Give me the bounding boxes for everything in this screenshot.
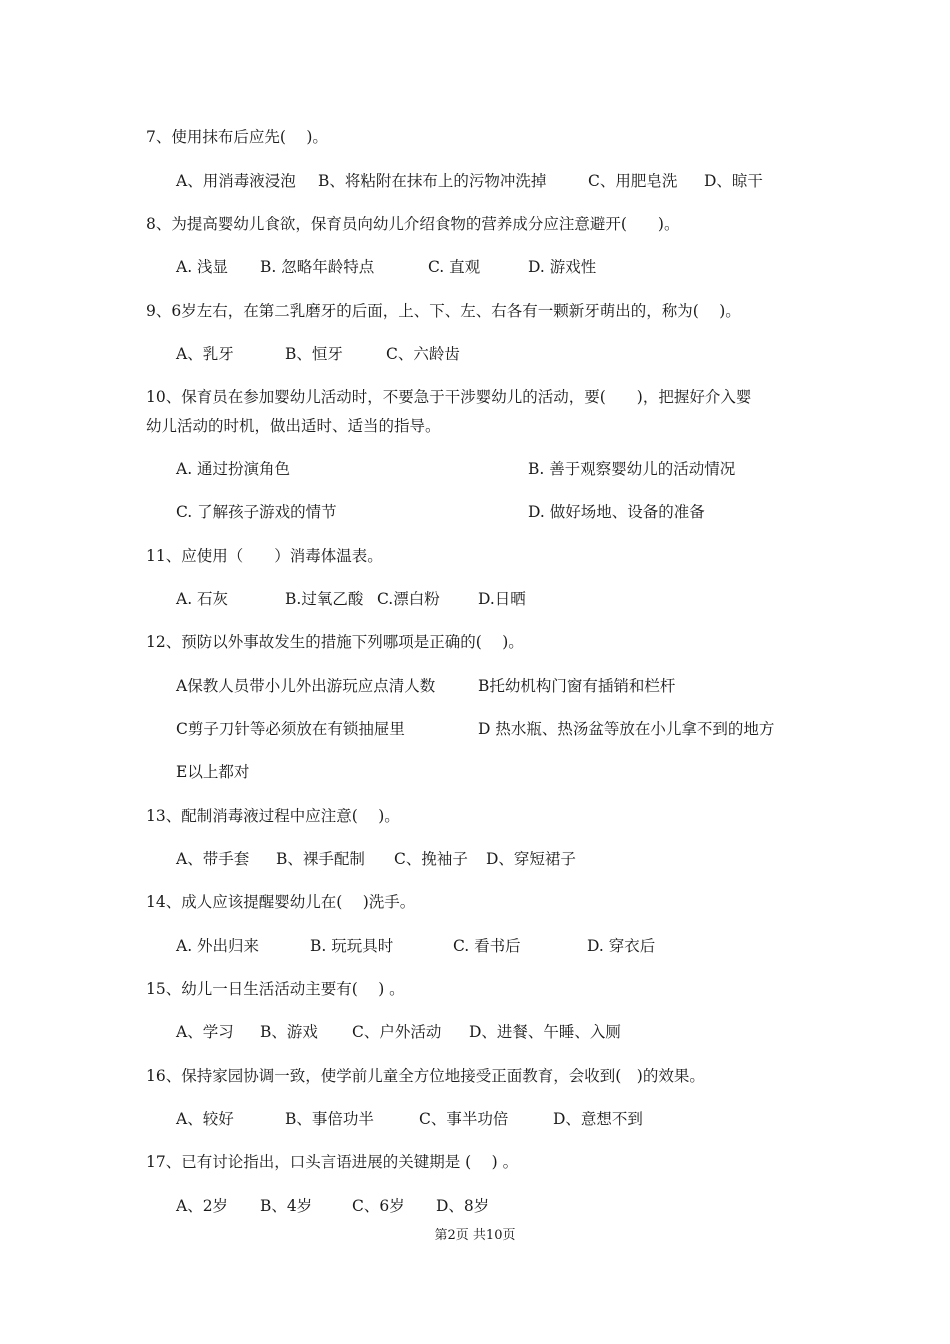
q14-option-a: A. 外出归来 <box>176 937 260 955</box>
q11-option-c: C.漂白粉 <box>377 590 440 608</box>
q17-option-c: C、6岁 <box>352 1197 405 1215</box>
q16-option-c: C、事半功倍 <box>419 1110 509 1128</box>
q14-option-c: C. 看书后 <box>453 937 521 955</box>
q13-option-d: D、穿短裙子 <box>486 850 576 868</box>
q7-option-c: C、用肥皂洗 <box>588 172 678 190</box>
question-13-stem: 13、配制消毒液过程中应注意( )。 <box>146 807 400 825</box>
q12-option-e: E以上都对 <box>176 763 250 781</box>
question-16-stem: 16、保持家园协调一致，使学前儿童全方位地接受正面教育，会收到( )的效果。 <box>146 1067 705 1085</box>
q12-option-b: B托幼机构门窗有插销和栏杆 <box>478 677 676 695</box>
question-8-stem: 8、为提高婴幼儿食欲，保育员向幼儿介绍食物的营养成分应注意避开( )。 <box>146 215 680 233</box>
question-12-stem: 12、预防以外事故发生的措施下列哪项是正确的( )。 <box>146 633 524 651</box>
q16-option-a: A、较好 <box>176 1110 234 1128</box>
q9-option-b: B、恒牙 <box>285 345 343 363</box>
q16-option-b: B、事倍功半 <box>285 1110 374 1128</box>
question-10-stem-line1: 10、保育员在参加婴幼儿活动时，不要急于干涉婴幼儿的活动，要( )，把握好介入婴 <box>146 388 752 406</box>
q12-option-d: D 热水瓶、热汤盆等放在小儿拿不到的地方 <box>478 720 775 738</box>
q15-option-a: A、学习 <box>176 1023 234 1041</box>
q16-option-d: D、意想不到 <box>553 1110 643 1128</box>
question-14-stem: 14、成人应该提醒婴幼儿在( )洗手。 <box>146 893 416 911</box>
q12-option-a: A保教人员带小儿外出游玩应点清人数 <box>176 677 436 695</box>
page-number-footer: 第2页 共10页 <box>434 1228 516 1243</box>
question-10-stem-line2: 幼儿活动的时机，做出适时、适当的指导。 <box>146 417 441 435</box>
q17-option-a: A、2岁 <box>176 1197 229 1215</box>
q15-option-d: D、进餐、午睡、入厕 <box>469 1023 621 1041</box>
q12-option-c: C剪子刀针等必须放在有锁抽屉里 <box>176 720 405 738</box>
q15-option-c: C、户外活动 <box>352 1023 442 1041</box>
question-7-stem: 7、使用抹布后应先( )。 <box>146 128 328 146</box>
q10-option-d: D. 做好场地、设备的准备 <box>528 503 705 521</box>
q11-option-b: B.过氧乙酸 <box>285 590 364 608</box>
q9-option-c: C、六龄齿 <box>386 345 460 363</box>
question-11-stem: 11、应使用（ ）消毒体温表。 <box>146 547 383 565</box>
question-15-stem: 15、幼儿一日生活活动主要有( ) 。 <box>146 980 405 998</box>
q10-option-a: A. 通过扮演角色 <box>176 460 291 478</box>
q14-option-d: D. 穿衣后 <box>587 937 656 955</box>
q17-option-d: D、8岁 <box>436 1197 490 1215</box>
q13-option-a: A、带手套 <box>176 850 250 868</box>
q14-option-b: B. 玩玩具时 <box>310 937 394 955</box>
q17-option-b: B、4岁 <box>260 1197 313 1215</box>
q10-option-b: B. 善于观察婴幼儿的活动情况 <box>528 460 736 478</box>
question-17-stem: 17、已有讨论指出，口头言语进展的关键期是 ( ) 。 <box>146 1153 519 1171</box>
q13-option-b: B、裸手配制 <box>276 850 365 868</box>
q13-option-c: C、挽袖子 <box>394 850 468 868</box>
q8-option-c: C. 直观 <box>428 258 481 276</box>
q8-option-b: B. 忽略年龄特点 <box>260 258 375 276</box>
question-9-stem: 9、6岁左右，在第二乳磨牙的后面，上、下、左、右各有一颗新牙萌出的，称为( )。 <box>146 302 741 320</box>
q7-option-a: A、用消毒液浸泡 <box>176 172 296 190</box>
q8-option-a: A. 浅显 <box>176 258 229 276</box>
q7-option-b: B、将粘附在抹布上的污物冲洗掉 <box>318 172 547 190</box>
q10-option-c: C. 了解孩子游戏的情节 <box>176 503 337 521</box>
q8-option-d: D. 游戏性 <box>528 258 597 276</box>
q7-option-d: D、晾干 <box>704 172 763 190</box>
q11-option-a: A. 石灰 <box>176 590 229 608</box>
q11-option-d: D.日晒 <box>478 590 526 608</box>
q15-option-b: B、游戏 <box>260 1023 318 1041</box>
q9-option-a: A、乳牙 <box>176 345 234 363</box>
